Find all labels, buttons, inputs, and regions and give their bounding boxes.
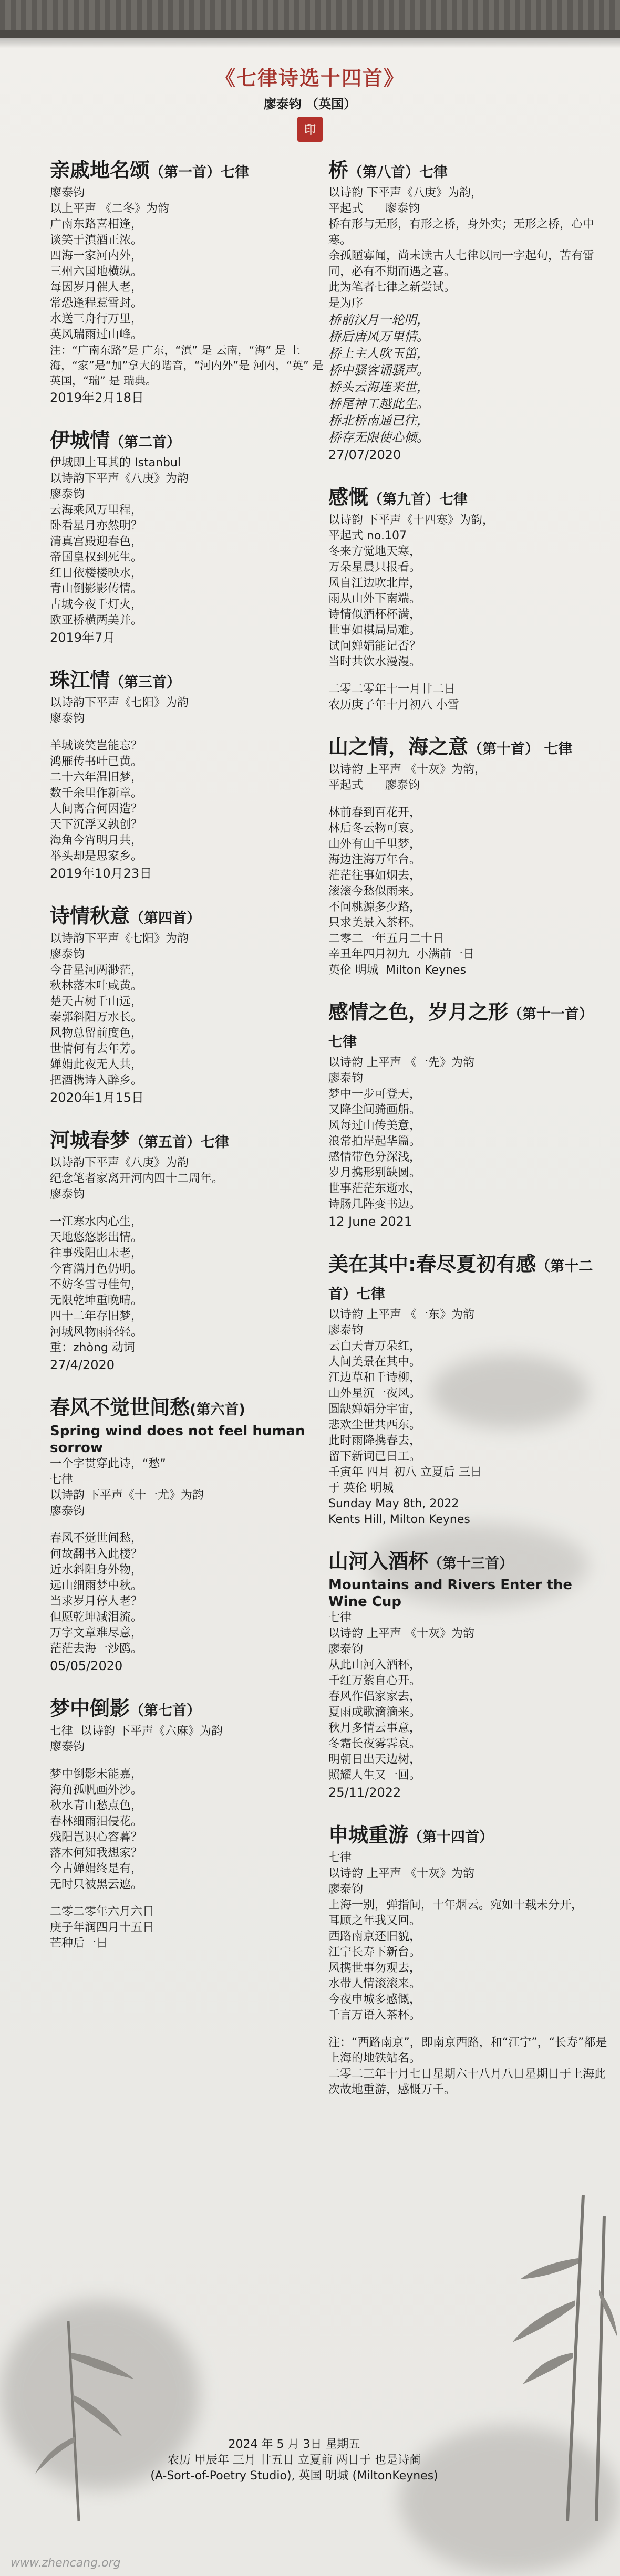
poem-line: 千红万紫自心开。 [328,1674,421,1687]
poem-number: （第五首）七律 [130,1134,230,1151]
poem-verse-italic: 桥中骚客诵骚声。 [328,363,429,378]
poem-4 [50,903,334,1107]
poem-line: 四十二年存旧梦， [50,1310,143,1323]
poem-line: 七律 [328,1611,352,1624]
poem-line: 以诗韵 上平声 《十灰》为韵， [328,763,486,776]
poem-line: 平起式 廖泰钧 [328,779,420,792]
poem-heading [328,734,612,762]
document-author: 廖泰钧 （英国） [263,97,357,111]
poem-line: 一个字贯穿此诗，“愁” [50,1457,166,1470]
poem-line: 清真宫殿迎春色， [50,535,143,548]
poem-line: 梦中一步可登天， [328,1088,421,1101]
poem-title: 春风不觉世间愁 [50,1396,190,1419]
poem-line: 明朝日出天边树， [328,1753,421,1766]
poem-line: 何故翻书入此楼？ [50,1548,143,1561]
poem-line: 照耀人生又一回。 [328,1769,421,1782]
poem-line: 今古婵娟终是有， [50,1862,143,1875]
poem-line: 水带人情滚滚来。 [328,1977,421,1990]
poem-line: 春林细雨泪侵花。 [50,1815,143,1828]
poem-line: 广南东路喜相逢， [50,218,143,231]
poem-line: 以诗韵 上平声 《一东》为韵 [328,1308,474,1321]
poem-line: 试问婵娟能记否？ [328,640,421,653]
poem-line: 婵娟此夜无人共， [50,1058,143,1071]
poem-line: 圆缺婵娟分宇宙， [328,1403,421,1416]
poem-line: 二零二零年十一月廿二日 [328,683,456,696]
poem-verse-italic: 桥上主人吹玉笛， [328,346,429,361]
poem-line: 庚子年润四月十五日 [50,1921,154,1934]
poem-line: 常恐逢程惹雪封。 [50,297,143,310]
document-title: 《七律诗选十四首》 [215,67,405,90]
poem-line: 海角今宵明月共， [50,834,143,847]
poem-line: 茫茫往事如烟去， [328,869,421,882]
poem-line: 廖泰钧 [50,1740,85,1754]
poem-line: 今夜申城多感慨， [328,1993,421,2006]
poem-line: 廖泰钧 [328,1072,364,1085]
poem-line: 青山倒影影传情。 [50,582,143,596]
poem-line: 天下沉浮又孰创？ [50,818,143,831]
poem-line: 留下新词已日工。 [328,1450,421,1463]
poem-line: 秋月多情云事意， [328,1722,421,1735]
poem-line: 冬来方觉地天寒， [328,545,421,558]
poem-title: 桥 [328,159,349,182]
poem-line: 廖泰钧 [50,1505,85,1518]
poem-heading [328,1252,612,1307]
poem-line: 帝国皇权到死生。 [50,551,143,564]
poem-line: 海边注海万年台。 [328,853,421,867]
poem-line: 伊城即土耳其的 Istanbul [50,456,181,470]
poem-date: 12 June 2021 [328,1214,412,1229]
spacer [328,794,612,805]
right-column [328,158,612,2119]
poem-line: 芒种后一日 [50,1937,108,1950]
bamboo-illustration [504,2195,620,2521]
poem-line: 三州六国地横纵。 [50,265,143,278]
poem-line: 羊城谈笑岂能忘？ [50,739,143,753]
poem-line: 从此山河入酒杯， [328,1659,421,1672]
poem-line: 人间离合何因造？ [50,802,143,816]
spacer [50,1893,334,1904]
poem-heading [50,903,334,931]
watermark-url: www.zhencang.org [11,2557,121,2570]
footer-studio: (A-Sort-of-Poetry Studio), 英国 明城 (MiltonKeynes) [150,2469,438,2483]
poem-line: 当求岁月停人老？ [50,1595,143,1608]
spacer [50,1203,334,1214]
poem-10 [328,734,612,978]
poem-line: 以诗韵 下平声《十一尤》为韵 [50,1489,204,1502]
poem-line: 平起式 no.107 [328,529,407,543]
poem-line: 万朵星晨只报看。 [328,561,421,574]
poem-line: 把酒携诗入醉乡。 [50,1074,143,1087]
poem-line: 二零二零年六月六日 [50,1905,154,1918]
poem-date: 2019年2月18日 [50,390,144,405]
poem-line: 以上平声 《二冬》为韵 [50,202,169,215]
poem-line: 当时共饮水漫漫。 [328,655,421,669]
poem-line: 农历庚子年十月初八 小雪 [328,698,459,712]
poem-line: 红日依楼楼映水， [50,567,143,580]
poem-heading [50,158,334,185]
poem-line: 浪常拍岸起华篇。 [328,1135,421,1148]
poem-line: 七律 以诗韵 下平声《六麻》为韵 [50,1725,223,1738]
poem-line: 人间美景在其中。 [328,1355,421,1369]
poem-line: 辛丑年四月初九 小满前一日 [328,948,474,961]
poem-line: 落木何知我想家？ [50,1847,143,1860]
poem-line: Kents Hill, Milton Keynes [328,1513,470,1526]
poem-13 [328,1549,612,1801]
poem-date: 25/11/2022 [328,1785,401,1800]
poem-line: 秦郭斜阳万水长。 [50,1011,143,1024]
poem-verse-italic: 桥北桥南通已往， [328,413,429,428]
spacer [328,2024,612,2035]
poem-line: Sunday May 8th, 2022 [328,1497,459,1510]
poem-line: 以诗韵下平声《七阳》为韵 [50,696,189,710]
poem-line: 万字文章难尽意， [50,1626,143,1640]
poem-line: 河城风物雨轻轻。 [50,1326,143,1339]
poem-9 [328,485,612,713]
poem-line: 雨从山外下南端。 [328,592,421,606]
poem-line: 廖泰钧 [50,1188,85,1201]
poem-line: 江边草和千诗柳， [328,1371,421,1384]
poem-line: 滚滚今愁似雨来。 [328,885,421,898]
poem-11 [328,999,612,1230]
spacer [50,1755,334,1767]
poem-line: 江宁长寿下新台。 [328,1946,421,1959]
poem-line: 今昔星河两渺茫， [50,964,143,977]
poem-line: 又降尘间骑画船。 [328,1103,421,1117]
poem-line: 以诗韵下平声《八庚》为韵 [50,1156,189,1170]
poem-line: 平起式 廖泰钧 [328,202,420,215]
poem-line: 风每过山传美意， [328,1119,421,1132]
left-column [50,158,334,1973]
spacer [50,1519,334,1531]
poem-line: 卧看星月亦然明？ [50,519,143,533]
poem-line: 英风瑞雨过山峰。 [50,328,143,341]
poem-line: 一江寒水内心生， [50,1215,143,1228]
poem-line: 古城今夜千灯火， [50,598,143,611]
poem-number: （第二首） [110,434,181,451]
poem-line: 四海一家河内外， [50,249,143,263]
poem-number: （第八首）七律 [348,164,448,181]
poem-line: 诗肠几阵变书边。 [328,1198,421,1211]
poem-line: 廖泰钧 [328,1324,364,1337]
poem-date: 27/07/2020 [328,447,401,462]
poem-title: 珠江情 [50,669,110,692]
poem-number: （第一首）七律 [150,164,250,181]
poem-line: 二零二一年五月二十日 [328,932,445,945]
poem-heading [328,158,612,185]
poem-number: （第九首）七律 [368,492,468,508]
poem-line: 二十六年温旧梦， [50,771,143,784]
poem-line: 风自江边吹北岸， [328,577,421,590]
poem-verse-italic: 桥头云海连来世， [328,380,429,394]
poem-title: 美在其中:春尽夏初有感 [328,1253,536,1276]
poem-heading [328,485,612,513]
poem-line: 重：zhòng 动词 [50,1341,135,1354]
poem-line: 以诗韵 下平声《八庚》为韵， [328,186,482,200]
footer [95,2437,494,2484]
poem-line: 此为笔者七律之新尝试。 [328,281,456,294]
poem-number: (第六首) [190,1402,245,1418]
poem-line: 廖泰钧 [50,712,85,725]
poem-line: 无限乾坤重晚晴。 [50,1294,143,1307]
poem-line: 此时雨降携春去， [328,1434,421,1447]
poem-line: 感情带色分深浅， [328,1151,421,1164]
poem-heading [50,1395,334,1423]
poem-title: 诗情秋意 [50,904,130,927]
poem-note: 注：“广南东路”是 广东，“滇” 是 云南，“海” 是 上海，“家”是“加”拿大的谐音，“河内外”是 河内，“英” 是 英国，“瑞” 是 瑞典。 [50,344,324,387]
poem-date: 2019年7月 [50,630,116,645]
poem-line: 鸿雁传书叶已黄。 [50,755,143,768]
poem-number: （第七首） [130,1703,201,1719]
poem-line: 余孤陋寡闻，尚未读古人七律以同一字起句，苦有雷同，必有不期而遇之喜。 [328,249,595,278]
footer-date: 2024 年 5 月 3日 星期五 [228,2438,360,2451]
poem-line: 以诗韵 下平声《十四寒》为韵， [328,514,494,527]
poem-line: 秋水青山愁点色， [50,1799,143,1812]
poem-title: 感慨 [328,486,369,509]
poem-8 [328,158,612,464]
poem-line: 于 英伦 明城 [328,1482,394,1495]
poem-line: 冬霜长夜雾霁哀。 [328,1737,421,1750]
poem-english-title: Spring wind does not feel human sorrow [50,1423,305,1456]
poem-line: 楚天古树千山远， [50,995,143,1008]
poem-line: 山外星沉一夜风。 [328,1387,421,1400]
poem-line: 是为序 [328,297,364,310]
poem-line: 风物总留前度色， [50,1027,143,1040]
poem-line: 天地悠悠影出情。 [50,1231,143,1244]
poem-date: 27/4/2020 [50,1358,115,1372]
poem-2 [50,427,334,646]
poem-line: 廖泰钧 [50,488,85,501]
poem-title: 梦中倒影 [50,1697,130,1720]
poem-line: 往事残阳山未老， [50,1247,143,1260]
poem-line: 只求美景入茶杯。 [328,916,421,930]
poem-line: 以诗韵 上平声 《一先》为韵 [328,1056,474,1069]
footer-place: 农历 甲辰年 三月 廿五日 立夏前 两日于 也是诗蔺 [168,2454,421,2467]
poem-title: 感情之色，岁月之形 [328,1000,509,1024]
poem-line: 梦中倒影未能嘉， [50,1768,143,1781]
poem-7 [50,1696,334,1952]
poem-line: 上海一别，弹指间，十年烟云。宛如十载未分开， [328,1899,583,1912]
poem-title: 河城春梦 [50,1129,130,1152]
poem-line: 残阳岂识心容暮？ [50,1831,143,1844]
poem-line: 今宵满月色仍明。 [50,1263,143,1276]
poem-number: （第十二首）七律 [328,1258,593,1302]
poem-line: 云白天青万朵红， [328,1340,421,1353]
poem-line: 举头却是思家乡。 [50,850,143,863]
poem-date: 2020年1月15日 [50,1090,144,1105]
poem-line: 世事茫茫东逝水， [328,1182,421,1195]
poem-line: 千言万语入茶杯。 [328,2009,421,2022]
poem-line: 七律 [328,1851,352,1864]
poem-verse-italic: 桥尾神工越此生。 [328,397,429,411]
poem-line: 远山细雨梦中秋。 [50,1579,143,1592]
poem-1 [50,158,334,406]
poem-line: 每因岁月催人老， [50,281,143,294]
poem-line: 茫茫去海一沙鸥。 [50,1642,143,1655]
poem-line: 以诗韵下平声《七阳》为韵 [50,932,189,945]
poem-line: 无时只被黑云遮。 [50,1878,143,1891]
poem-line: 风携世事勿观去， [328,1962,421,1975]
poem-14 [328,1822,612,2098]
poem-heading [50,668,334,695]
poem-line: 夏雨成歌滴滴来。 [328,1706,421,1719]
poem-line: 不问桃源多少路， [328,901,421,914]
poem-line: 水送三舟行万里， [50,312,143,326]
poem-line: 世事如棋局局难。 [328,624,421,637]
poem-3 [50,668,334,882]
poem-line: 诗情似酒杯杯满， [328,608,421,621]
poem-title: 亲戚地名颂 [50,159,150,182]
poem-line: 英伦 明城 Milton Keynes [328,964,467,977]
poem-line: 春风作侣家家去， [328,1690,421,1703]
poem-line: 世情何有去年芳。 [50,1042,143,1056]
poem-verse-italic: 桥前汉月一轮明， [328,312,429,327]
poem-number: （第十三首） [428,1556,514,1572]
poem-line: 春风不觉世间愁， [50,1532,143,1545]
poem-line: 耳顾之年我又回。 [328,1914,421,1927]
poem-number: （第四首） [130,910,201,926]
poem-line: 七律 [50,1473,74,1486]
poem-english-title: Mountains and Rivers Enter the Wine Cup [328,1577,573,1610]
roof-shadow [0,38,620,48]
poem-verse-italic: 桥后唐风万里情。 [328,329,429,344]
poem-heading [50,427,334,455]
poem-line: 注：“西路南京”，即南京西路，和“江宁”，“长寿”都是上海的地铁站名。 [328,2036,607,2065]
roof-eave [0,30,620,38]
poem-verse-italic: 桥存无限使心倾。 [328,430,429,445]
poem-line: 云海乘风万里程， [50,504,143,517]
poem-title: 山河入酒杯 [328,1550,429,1573]
poem-number: （第十首） 七律 [468,741,573,757]
red-seal-stamp: 印 [297,117,323,142]
poem-line: 二零二三年十月七日星期六十八月八日星期日于上海此次故地重游，感慨万千。 [328,2068,606,2097]
poem-line: 西路南京还旧貌， [328,1930,421,1943]
poem-line: 数千余里作新章。 [50,787,143,800]
poem-line: 林后冬云物可哀。 [328,822,421,835]
poem-number: （第十四首） [408,1829,494,1845]
poem-line: 以诗韵 上平声 《十灰》为韵 [328,1867,474,1880]
poem-title: 申城重游 [328,1823,409,1847]
poem-number: （第三首） [110,674,181,691]
poem-12 [328,1252,612,1528]
poem-5 [50,1128,334,1374]
poem-line: 廖泰钧 [50,186,85,200]
poem-line: 壬寅年 四月 初八 立夏后 三日 [328,1466,482,1479]
poem-line: 林前春到百花开， [328,806,421,819]
poem-line: 但愿乾坤减泪流。 [50,1611,143,1624]
poem-line: 廖泰钧 [328,1643,364,1656]
poem-title: 伊城情 [50,429,110,452]
poem-line: 悲欢尘世共西东。 [328,1419,421,1432]
poem-heading [328,1822,612,1850]
poem-line: 谈笑于滇酒正浓。 [50,234,143,247]
poem-line: 廖泰钧 [50,948,85,961]
poem-line: 廖泰钧 [328,1883,364,1896]
poem-line: 山外有山千里梦， [328,838,421,851]
poem-date: 2019年10月23日 [50,866,152,881]
poem-heading [50,1696,334,1724]
poem-line: 以诗韵下平声《八庚》为韵 [50,472,189,485]
poem-line: 以诗韵 上平声 《十灰》为韵 [328,1627,474,1640]
poem-line: 近水斜阳身外物， [50,1563,143,1577]
poem-heading [50,1128,334,1155]
poem-heading [328,1549,612,1577]
poem-line: 桥有形与无形，有形之桥，身外实；无形之桥，心中寒。 [328,218,595,247]
bamboo-illustration [32,2321,147,2521]
poem-line: 纪念笔者家离开河内四十二周年。 [50,1172,224,1185]
poem-title: 山之情，海之意 [328,735,469,758]
poem-line: 海角孤帆画外沙。 [50,1784,143,1797]
poem-number: （第十一首） 七律 [328,1006,594,1050]
spacer [328,670,612,682]
poem-line: 不妨冬雪寻佳句， [50,1278,143,1291]
poem-line: 秋林落木叶咸黄。 [50,979,143,993]
poem-heading [328,999,612,1055]
roof-tiles [0,0,620,30]
spacer [50,727,334,738]
poem-date: 05/05/2020 [50,1659,123,1673]
poem-6 [50,1395,334,1675]
poem-line: 岁月携形别缺圆。 [328,1166,421,1180]
poem-line: 欧亚桥横两美并。 [50,614,143,627]
